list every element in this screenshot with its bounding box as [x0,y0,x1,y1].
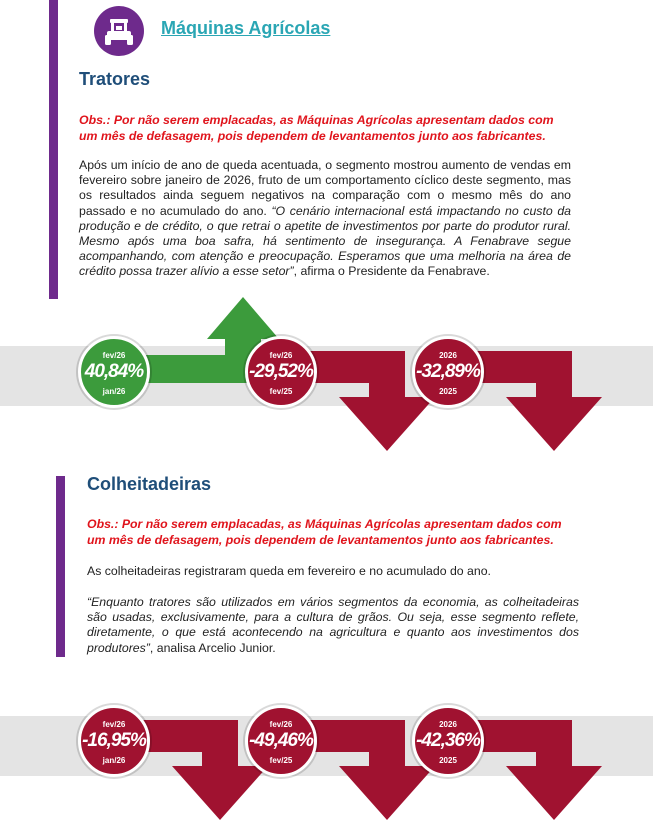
section-accent-bar-colheitadeiras [56,476,65,657]
stat-period-compare: jan/26 [102,756,126,765]
stat-value: -42,36% [416,730,480,751]
stat-badge [78,705,150,777]
stat-value: -32,89% [416,361,480,382]
section-title-colheitadeiras: Colheitadeiras [87,474,212,494]
stat-period-current: 2026 [439,720,457,729]
stat-period-compare: 2025 [439,387,457,396]
stat-badge [78,336,150,408]
stat-period-compare: jan/26 [102,387,126,396]
obs-note-tratores: Obs.: Por não serem emplacadas, as Máquinas Agrícolas apresentam dados com um mês de defasagem, pois dependem de levantamentos junto aos fabricantes. [79,113,554,143]
stat-badge [245,336,317,408]
stat-period-compare: fev/25 [269,387,293,396]
tractor-icon [94,6,144,56]
stat-period-current: fev/26 [102,720,126,729]
stat-period-compare: 2025 [439,756,457,765]
paragraph-colheitadeiras-1: As colheitadeiras registraram queda em fevereiro e no acumulado do ano. [87,564,491,578]
paragraph-colheitadeiras-2: “Enquanto tratores são utilizados em vários segmentos da economia, as colheitadeiras são usadas, exclusivamente, para a cultura de grãos. Ou seja, esse segmento reflete, diretamente, o que está acontecendo na agricultura e quanto aos investimentos dos produtores”, analisa Arcelio Junior. [87,595,579,655]
page-title: Máquinas Agrícolas [161,18,331,38]
section-title-tratores: Tratores [79,69,151,89]
stat-badge [412,336,484,408]
stat-period-compare: fev/25 [269,756,293,765]
stat-badge [412,705,484,777]
section-accent-bar-top [49,0,58,299]
stat-badge [245,705,317,777]
stat-period-current: 2026 [439,351,457,360]
stat-period-current: fev/26 [269,720,293,729]
obs-note-colheitadeiras: Obs.: Por não serem emplacadas, as Máquinas Agrícolas apresentam dados com um mês de defasagem, pois dependem de levantamentos junto aos fabricantes. [87,517,562,547]
stat-period-current: fev/26 [269,351,293,360]
stat-value: 40,84% [84,361,144,382]
stat-value: -29,52% [249,361,313,382]
stat-value: -16,95% [82,730,146,751]
paragraph-tratores: Após um início de ano de queda acentuada, o segmento mostrou aumento de vendas em fevereiro sobre janeiro de 2026, fruto de um comportamento cíclico deste segmento, mas os resultados ainda seguem negativos na comparação com o mesmo mês do ano passado e no acumulado do ano. “O cenário internacional está impactando no custo da produção e de crédito, o que retrai o apetite de investimentos por parte do produtor rural. Mesmo após uma boa safra, há sentimento de insegurança. A Fenabrave segue acompanhando, com atenção e preocupação. Esperamos que uma melhoria na área de crédito possa trazer alívio a esse setor”, afirma o Presidente da Fenabrave. [79,158,571,279]
stat-period-current: fev/26 [102,351,126,360]
stat-value: -49,46% [249,730,313,751]
